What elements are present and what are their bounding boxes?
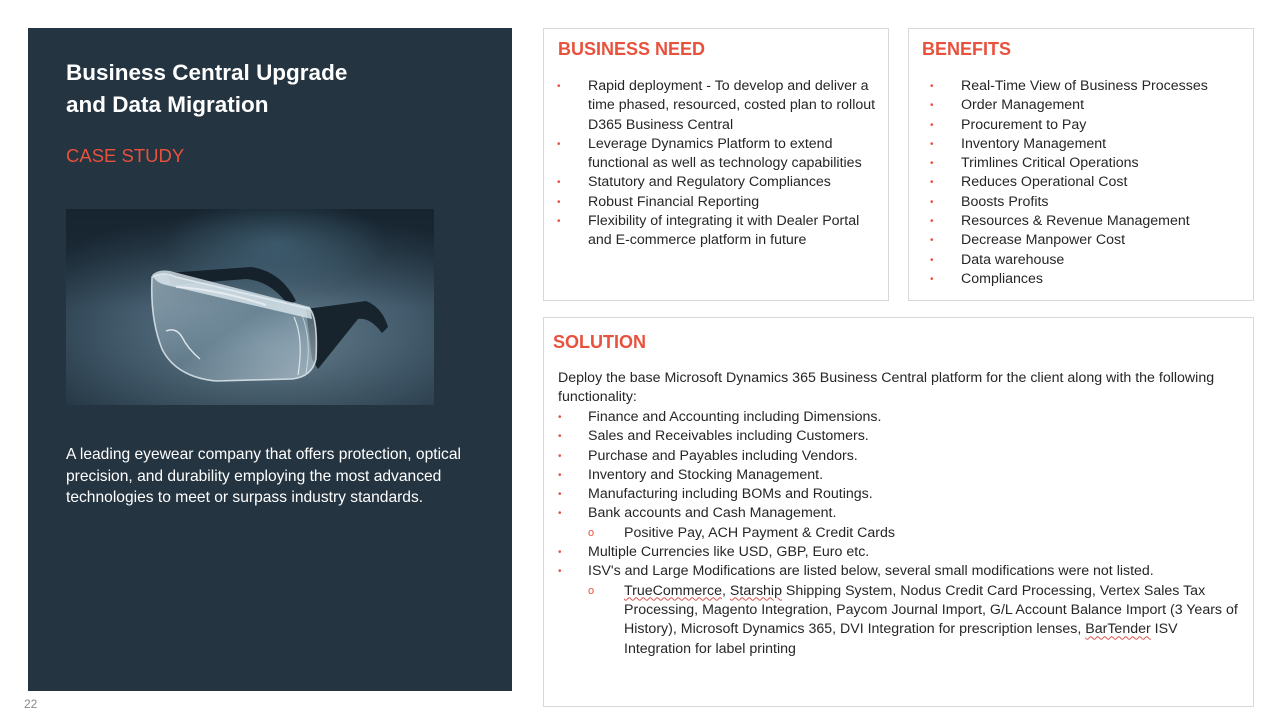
- list-item: [930, 116, 1251, 135]
- sub-list-item: [588, 582, 1243, 659]
- list-item-text: Sales and Receivables including Customers.: [588, 428, 869, 445]
- spellcheck-word: TrueCommerce: [624, 582, 723, 599]
- bullet-icon: •: [557, 216, 561, 228]
- case-study-title: [66, 57, 486, 120]
- list-item: [558, 562, 1243, 658]
- list-item-text: Manufacturing including BOMs and Routings.: [588, 486, 873, 503]
- list-item-text: Robust Financial Reporting: [588, 193, 760, 210]
- list-item: [930, 212, 1251, 231]
- list-item: [930, 251, 1251, 270]
- list-item-text: Decrease Manpower Cost: [961, 232, 1126, 249]
- company-description: A leading eyewear company that offers protection, optical precision, and durability employing the most advanced technologies to meet or surpass industry standards.: [66, 446, 461, 506]
- list-item: [558, 466, 1243, 485]
- list-item-text: Flexibility of integrating it with Dealer Portal and E-commerce platform in future: [588, 213, 860, 249]
- list-item-text: Inventory and Stocking Management.: [588, 466, 824, 483]
- bullet-icon: •: [930, 177, 934, 189]
- bullet-icon: •: [557, 196, 561, 208]
- bullet-icon: •: [930, 273, 934, 285]
- list-item-text: Inventory Management: [961, 135, 1107, 152]
- benefits-list: [930, 77, 1251, 289]
- list-item: [930, 154, 1251, 173]
- bullet-icon: •: [557, 138, 561, 150]
- sub-bullet-icon: o: [588, 526, 595, 539]
- list-item-text: Trimlines Critical Operations: [961, 155, 1139, 172]
- spellcheck-word: Starship: [729, 582, 782, 599]
- bullet-icon: •: [557, 81, 561, 92]
- bullet-icon: •: [930, 254, 934, 266]
- list-item-text: Bank accounts and Cash Management.: [588, 505, 837, 522]
- bullet-icon: •: [930, 216, 934, 228]
- list-item-text: Finance and Accounting including Dimensions.: [588, 409, 882, 425]
- sub-list: [588, 582, 1243, 659]
- bullet-icon: •: [558, 412, 562, 423]
- sub-list-item: [588, 524, 1243, 543]
- bullet-icon: •: [557, 177, 561, 189]
- list-item-text: Procurement to Pay: [961, 116, 1087, 133]
- sub-bullet-icon: o: [588, 584, 595, 597]
- list-item: [557, 77, 884, 135]
- list-item-text: ISV's and Large Modifications are listed below, several small modifications were not listed.: [588, 563, 1154, 580]
- solution-card: [543, 317, 1254, 707]
- list-item-text: Multiple Currencies like USD, GBP, Euro etc.: [588, 544, 870, 561]
- bullet-icon: •: [930, 196, 934, 208]
- benefits-title: BENEFITS: [922, 39, 1012, 59]
- list-item: [558, 504, 1243, 543]
- list-item: [930, 193, 1251, 212]
- list-item-text: Purchase and Payables including Vendors.: [588, 447, 858, 464]
- list-item-text: Real-Time View of Business Processes: [961, 78, 1208, 94]
- case-study-panel: [28, 28, 512, 691]
- bullet-icon: •: [930, 158, 934, 170]
- bullet-icon: •: [930, 119, 934, 131]
- list-item: [930, 231, 1251, 250]
- solution-intro: Deploy the base Microsoft Dynamics 365 Business Central platform for the client along with the following functionality:: [558, 370, 1215, 406]
- bullet-icon: •: [930, 235, 934, 247]
- bullet-icon: •: [930, 100, 934, 112]
- list-item: [558, 427, 1243, 446]
- spellcheck-word: BarTender: [1085, 621, 1151, 638]
- bullet-icon: •: [558, 431, 562, 443]
- bullet-icon: •: [558, 450, 562, 462]
- business-need-list: [557, 77, 884, 251]
- list-item-text: Boosts Profits: [961, 193, 1049, 210]
- text-fragment: ,: [722, 582, 730, 599]
- benefits-card: [908, 28, 1254, 301]
- list-item: [558, 485, 1243, 504]
- list-item: [558, 408, 1243, 427]
- bullet-icon: •: [558, 469, 562, 481]
- list-item: [557, 193, 884, 212]
- list-item-text: Compliances: [961, 270, 1044, 287]
- bullet-icon: •: [930, 81, 934, 92]
- bullet-icon: •: [558, 547, 562, 559]
- business-need-card: [543, 28, 889, 301]
- list-item-text: Leverage Dynamics Platform to extend functional as well as technology capabilities: [588, 135, 862, 172]
- list-item-text: Rapid deployment - To develop and deliver a time phased, resourced, costed plan to rollout D365 Business Central: [588, 78, 876, 133]
- title-line-1: Business Central Upgrade: [66, 60, 348, 85]
- list-item: [557, 135, 884, 174]
- isv-list-text: [624, 583, 1238, 657]
- list-item-text: Data warehouse: [961, 251, 1065, 268]
- solution-list: [558, 408, 1243, 659]
- list-item: [558, 543, 1243, 562]
- list-item-text: Reduces Operational Cost: [961, 174, 1128, 191]
- bullet-icon: •: [558, 508, 562, 520]
- bullet-icon: •: [930, 138, 934, 150]
- bullet-icon: •: [558, 566, 562, 578]
- title-line-2: and Data Migration: [66, 91, 269, 117]
- page-number: 22: [24, 697, 38, 711]
- business-need-title: BUSINESS NEED: [558, 39, 706, 59]
- solution-title: SOLUTION: [553, 332, 646, 352]
- list-item: [930, 77, 1251, 96]
- sub-list: [588, 524, 1243, 543]
- list-item: [557, 173, 884, 192]
- list-item: [930, 135, 1251, 154]
- bullet-icon: •: [558, 489, 562, 501]
- case-study-label: CASE STUDY: [66, 145, 185, 166]
- safety-glasses-icon: [66, 209, 434, 405]
- list-item: [930, 173, 1251, 192]
- safety-glasses-photo: [66, 209, 434, 405]
- list-item-text: Statutory and Regulatory Compliances: [588, 174, 831, 191]
- list-item: [557, 212, 884, 251]
- text-fragment: Shipping System, Nodus Credit Card Processing, Vertex Sales Tax Processing, Magento Integration, Paycom Journal Import, G/L Account Balance Import (3 Years of History), Microsoft Dynamics 365, DVI Integration for prescription lenses,: [624, 582, 1238, 638]
- list-item: [930, 270, 1251, 289]
- list-item-text: Resources & Revenue Management: [961, 213, 1190, 230]
- list-item: [558, 447, 1243, 466]
- text-fragment: ISV Integration for label printing: [624, 621, 1178, 657]
- list-item-text: Order Management: [961, 97, 1085, 114]
- list-item: [930, 96, 1251, 115]
- sub-list-item-text: Positive Pay, ACH Payment & Credit Cards: [624, 524, 895, 541]
